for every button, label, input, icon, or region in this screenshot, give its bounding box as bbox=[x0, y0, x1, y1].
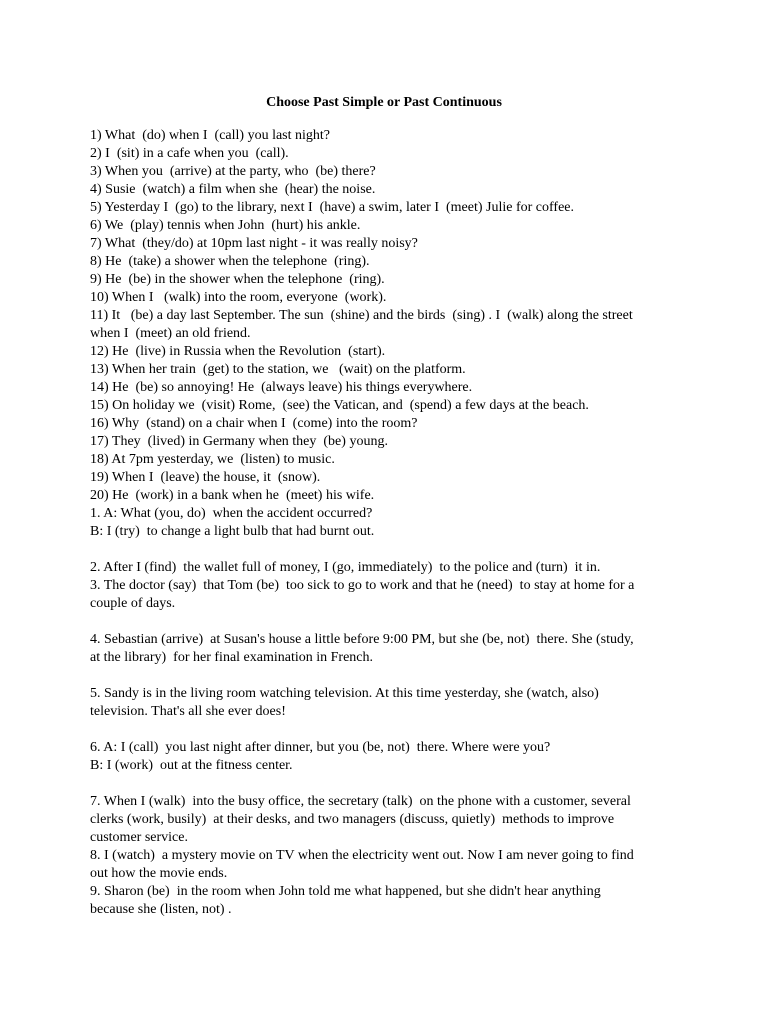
exercise-line: 18) At 7pm yesterday, we (listen) to music. bbox=[90, 452, 335, 467]
exercise-line: 19) When I (leave) the house, it (snow). bbox=[90, 470, 321, 485]
exercise-line: 5. Sandy is in the living room watching television. At this time yesterday, she (watch, also) bbox=[90, 686, 599, 701]
blank-line bbox=[90, 541, 690, 559]
exercise-line: 20) He (work) in a bank when he (meet) his wife. bbox=[90, 488, 375, 503]
exercise-line: 17) They (lived) in Germany when they (be) young. bbox=[90, 434, 388, 449]
blank-line bbox=[90, 613, 690, 631]
exercise-line: when I (meet) an old friend. bbox=[90, 326, 251, 341]
exercise-line: 2. After I (find) the wallet full of money, I (go, immediately) to the police and (turn) it in. bbox=[90, 560, 601, 575]
exercise-line: at the library) for her final examination in French. bbox=[90, 650, 374, 665]
exercise-line: 16) Why (stand) on a chair when I (come) into the room? bbox=[90, 416, 418, 431]
blank-line bbox=[90, 775, 690, 793]
exercise-text bbox=[90, 127, 690, 919]
exercise-line: because she (listen, not) . bbox=[90, 902, 232, 917]
blank-line bbox=[90, 667, 690, 685]
exercise-line: 3. The doctor (say) that Tom (be) too sick to go to work and that he (need) to stay at home for a bbox=[90, 578, 635, 593]
exercise-line: 9. Sharon (be) in the room when John told me what happened, but she didn't hear anything bbox=[90, 884, 601, 899]
exercise-line: B: I (work) out at the fitness center. bbox=[90, 758, 293, 773]
page-title: Choose Past Simple or Past Continuous bbox=[266, 95, 502, 110]
exercise-line: 9) He (be) in the shower when the telephone (ring). bbox=[90, 272, 385, 287]
exercise-line: 14) He (be) so annoying! He (always leave) his things everywhere. bbox=[90, 380, 473, 395]
exercise-line: 4. Sebastian (arrive) at Susan's house a little before 9:00 PM, but she (be, not) there. She (study, bbox=[90, 632, 634, 647]
exercise-line: 10) When I (walk) into the room, everyone (work). bbox=[90, 290, 387, 305]
exercise-line: 7) What (they/do) at 10pm last night - it was really noisy? bbox=[90, 236, 418, 251]
exercise-line: out how the movie ends. bbox=[90, 866, 228, 881]
exercise-line: couple of days. bbox=[90, 596, 176, 611]
exercise-line: 15) On holiday we (visit) Rome, (see) the Vatican, and (spend) a few days at the beach. bbox=[90, 398, 589, 413]
exercise-line: 8. I (watch) a mystery movie on TV when the electricity went out. Now I am never going to find bbox=[90, 848, 634, 863]
exercise-line: 4) Susie (watch) a film when she (hear) the noise. bbox=[90, 182, 376, 197]
exercise-line: 7. When I (walk) into the busy office, the secretary (talk) on the phone with a customer, several bbox=[90, 794, 631, 809]
exercise-line: customer service. bbox=[90, 830, 188, 845]
exercise-line: 5) Yesterday I (go) to the library, next I (have) a swim, later I (meet) Julie for coffee. bbox=[90, 200, 574, 215]
exercise-line: 12) He (live) in Russia when the Revolution (start). bbox=[90, 344, 386, 359]
exercise-line: 1) What (do) when I (call) you last night? bbox=[90, 128, 331, 143]
exercise-line: B: I (try) to change a light bulb that had burnt out. bbox=[90, 524, 375, 539]
exercise-line: 8) He (take) a shower when the telephone (ring). bbox=[90, 254, 370, 269]
exercise-line: 6. A: I (call) you last night after dinner, but you (be, not) there. Where were you? bbox=[90, 740, 551, 755]
blank-line bbox=[90, 721, 690, 739]
exercise-line: 1. A: What (you, do) when the accident occurred? bbox=[90, 506, 373, 521]
exercise-line: 11) It (be) a day last September. The sun (shine) and the birds (sing) . I (walk) along the street bbox=[90, 308, 633, 323]
exercise-line: 3) When you (arrive) at the party, who (be) there? bbox=[90, 164, 376, 179]
exercise-line: 6) We (play) tennis when John (hurt) his ankle. bbox=[90, 218, 361, 233]
exercise-line: 13) When her train (get) to the station, we (wait) on the platform. bbox=[90, 362, 466, 377]
exercise-line: television. That's all she ever does! bbox=[90, 704, 286, 719]
exercise-line: clerks (work, busily) at their desks, and two managers (discuss, quietly) methods to improve bbox=[90, 812, 615, 827]
exercise-line: 2) I (sit) in a cafe when you (call). bbox=[90, 146, 289, 161]
